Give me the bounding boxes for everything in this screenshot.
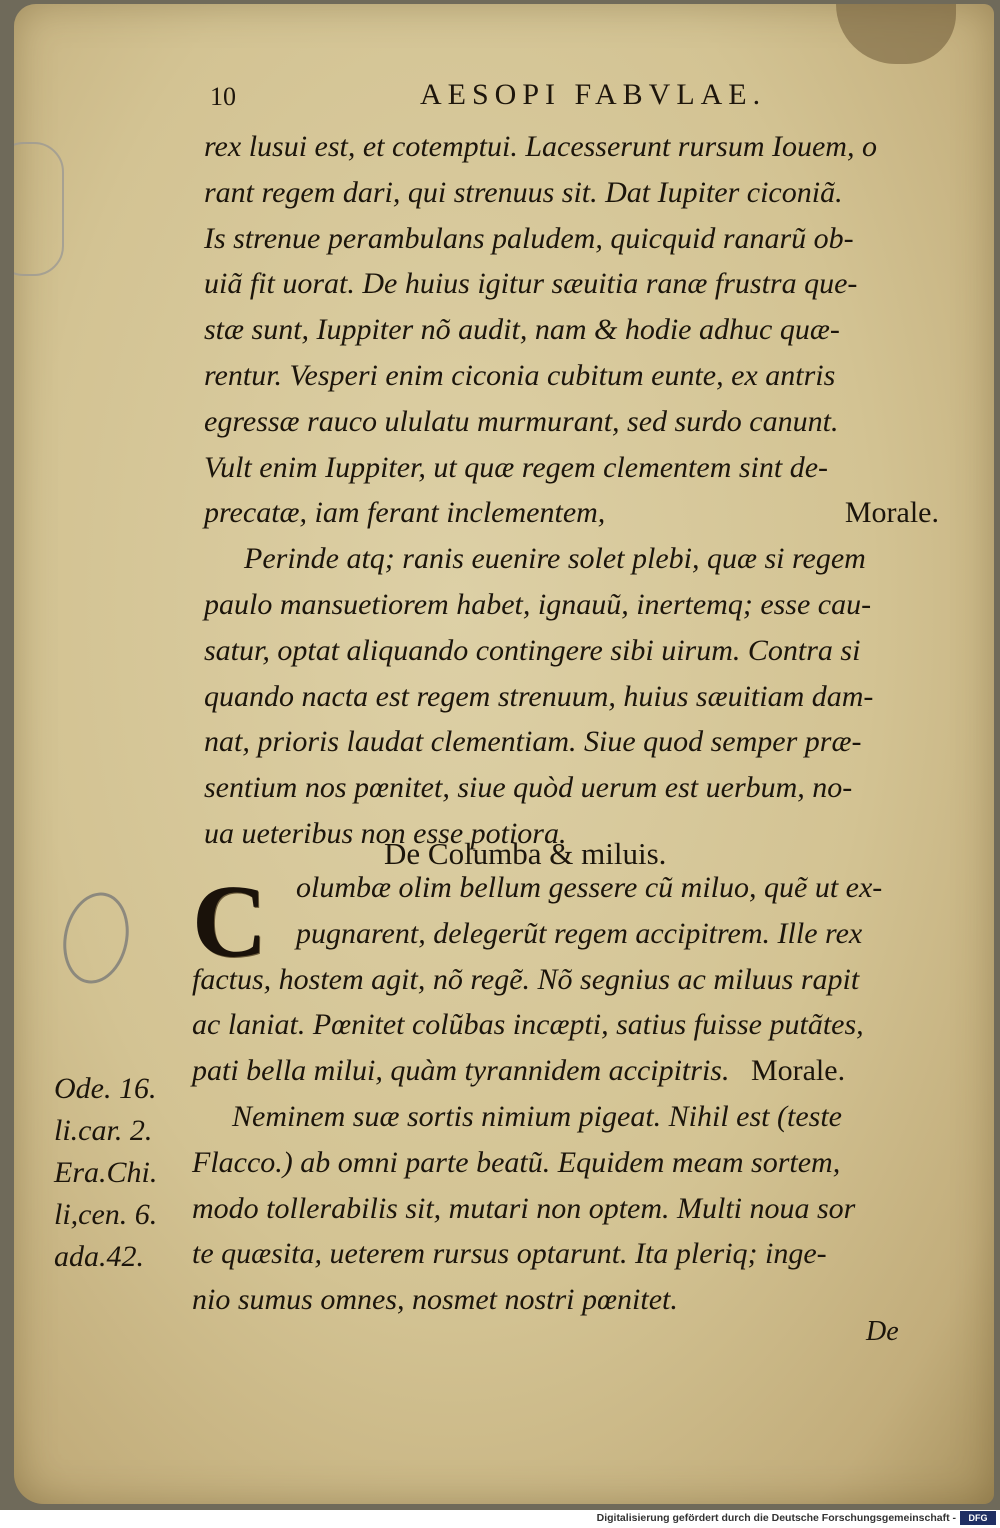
moral-line: modo tollerabilis sit, mutari non optem. Multi noua sor xyxy=(192,1191,856,1225)
text-line: factus, hostem agit, nõ regẽ. Nõ segnius ac miluus rapit xyxy=(192,962,860,996)
text-line: egressæ rauco ululatu murmurant, sed surdo canunt. xyxy=(204,404,839,438)
moral-label: Morale. xyxy=(750,1054,846,1088)
text-line xyxy=(192,1049,932,1095)
text-line: rentur. Vesperi enim ciconia cubitum eunte, ex antris xyxy=(204,358,836,392)
running-title: AESOPI FABVLAE. xyxy=(420,78,767,111)
text-line xyxy=(204,490,959,536)
page-number: 10 xyxy=(210,82,236,111)
moral-line: paulo mansuetiorem habet, ignauũ, inertemq; esse cau- xyxy=(204,587,872,621)
moral-line: sentium nos pœnitet, siue quòd uerum est uerbum, no- xyxy=(204,771,853,805)
text-line: olumbæ olim bellum gessere cũ miluo, quẽ ut ex- xyxy=(296,871,883,904)
fable-columba-text xyxy=(192,866,932,1324)
text-line: ac laniat. Pœnitet colũbas incæpti, satius fuisse putãtes, xyxy=(192,1008,864,1042)
binding-ring-mark xyxy=(14,142,64,276)
margin-ref-line: ada.42. xyxy=(54,1240,144,1273)
digitization-footer xyxy=(0,1510,1000,1528)
text-line: Is strenue perambulans paludem, quicquid ranarũ ob- xyxy=(204,221,854,255)
dropcap-initial: C xyxy=(192,864,268,979)
catchword: De xyxy=(866,1316,899,1347)
text-line: Vult enim Iuppiter, ut quæ regem clementem sint de- xyxy=(204,450,829,484)
margin-circle-mark xyxy=(55,886,137,989)
text-line: rex lusui est, et cotemptui. Lacesserunt rursum Iouem, o xyxy=(204,130,877,163)
page-header xyxy=(210,76,850,116)
margin-ref-line: li.car. 2. xyxy=(54,1114,153,1147)
margin-reference xyxy=(54,1068,204,1278)
dfg-logo: DFG xyxy=(960,1511,996,1525)
book-page xyxy=(14,4,994,1504)
text-line: uiã fit uorat. De huius igitur sæuitia ranæ frustra que- xyxy=(204,267,858,301)
water-stain xyxy=(836,4,956,64)
moral-line: Perinde atq; ranis euenire solet plebi, quæ si regem xyxy=(244,542,866,576)
text-line-content: pati bella milui, quàm tyrannidem accipitris. xyxy=(192,1054,730,1088)
fable-heading: De Columba & miluis. xyxy=(384,836,667,871)
moral-line: nio sumus omnes, nosmet nostri pœnitet. xyxy=(192,1283,678,1317)
text-line: stæ sunt, Iuppiter nõ audit, nam & hodie adhuc quæ- xyxy=(204,313,840,347)
margin-ref-line: li,cen. 6. xyxy=(54,1198,158,1231)
text-line: pugnarent, delegerũt regem accipitrem. Ille rex xyxy=(296,916,863,950)
moral-line: nat, prioris laudat clementiam. Siue quod semper præ- xyxy=(204,725,862,759)
moral-line: quando nacta est regem strenuum, huius sæuitiam dam- xyxy=(204,679,874,713)
text-line: rant regem dari, qui strenuus sit. Dat Iupiter ciconiã. xyxy=(204,175,843,209)
moral-label: Morale. xyxy=(844,496,939,530)
moral-line: ua ueteribus non esse potiora. xyxy=(204,816,567,850)
text-line-content: precatæ, iam ferant inclementem, xyxy=(204,496,606,530)
fable-body-continued xyxy=(204,124,959,857)
moral-line: Neminem suæ sortis nimium pigeat. Nihil est (teste xyxy=(232,1099,842,1133)
margin-ref-line: Era.Chi. xyxy=(54,1156,158,1189)
moral-line: satur, optat aliquando contingere sibi uirum. Contra si xyxy=(204,633,861,667)
funding-credit: Digitalisierung gefördert durch die Deutsche Forschungsgemeinschaft - xyxy=(596,1512,956,1524)
margin-ref-line: Ode. 16. xyxy=(54,1072,157,1105)
moral-line: te quæsita, ueterem rursus optarunt. Ita pleriq; inge- xyxy=(192,1237,827,1271)
moral-line: Flacco.) ab omni parte beatũ. Equidem meam sortem, xyxy=(192,1145,841,1179)
